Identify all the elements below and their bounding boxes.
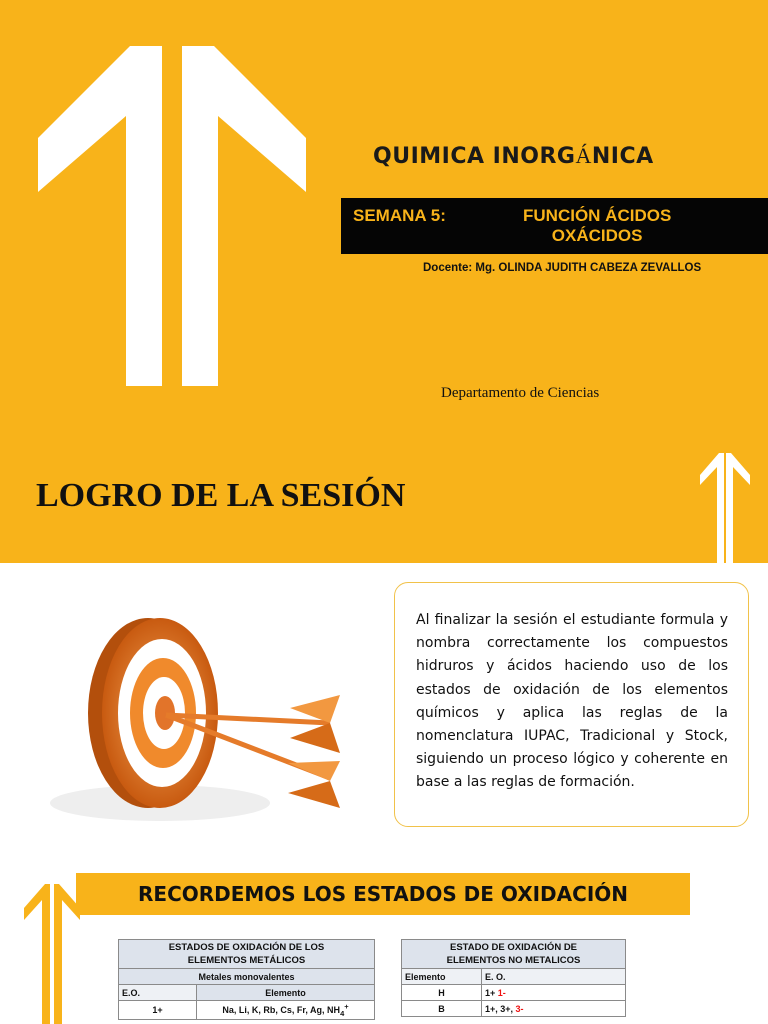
metals-oxidation-table bbox=[118, 939, 375, 1020]
course-title: QUIMICA INORGÁNICA bbox=[373, 143, 654, 169]
department-label: Departamento de Ciencias bbox=[441, 385, 600, 401]
objective-box bbox=[394, 582, 749, 827]
slide-title: LOGRO DE LA SESIÓN bbox=[36, 477, 406, 514]
title-slide bbox=[0, 0, 768, 433]
table-header: ESTADOS DE OXIDACIÓN DE LOS ELEMENTOS METÁLICOS bbox=[119, 940, 375, 969]
table-row: B 1+, 3+, 3- bbox=[402, 1001, 626, 1017]
week-topic: FUNCIÓN ÁCIDOS OXÁCIDOS bbox=[523, 206, 672, 245]
week-banner bbox=[341, 198, 768, 254]
objective-text: Al finalizar la sesión el estudiante formula y nombra correctamente los compuestos hidruros y ácidos haciendo uso de los estados de oxidación de los elementos químicos y aplica las reglas de la nomenclatura IUPAC, Tradicional y Stock, siguiendo un proceso lógico y coherente en base a las reglas de formación. bbox=[416, 612, 728, 791]
target-with-darts-icon bbox=[30, 603, 360, 833]
week-label: SEMANA 5: bbox=[353, 206, 446, 225]
double-arrow-logo-icon bbox=[24, 884, 80, 1024]
table-row: 1+ Na, Li, K, Rb, Cs, Fr, Ag, $NH_4^+$ bbox=[119, 1001, 375, 1020]
section-banner bbox=[76, 873, 690, 915]
table-header: ESTADO DE OXIDACIÓN DE ELEMENTOS NO METALICOS bbox=[402, 940, 626, 969]
objective-slide-header bbox=[0, 433, 768, 563]
oxidation-states-slide bbox=[0, 848, 768, 1024]
column-header-eo: E. O. bbox=[482, 969, 626, 985]
double-arrow-logo-icon bbox=[700, 453, 750, 563]
column-header-element: Elemento bbox=[197, 985, 375, 1001]
nonmetals-oxidation-table bbox=[401, 939, 626, 1017]
column-header-eo: E.O. bbox=[119, 985, 197, 1001]
column-header-element: Elemento bbox=[402, 969, 482, 985]
table-subheader: Metales monovalentes bbox=[119, 969, 375, 985]
slide-title: RECORDEMOS LOS ESTADOS DE OXIDACIÓN bbox=[138, 882, 628, 906]
double-arrow-logo-icon bbox=[38, 46, 306, 386]
teacher-credit: Docente: Mg. OLINDA JUDITH CABEZA ZEVALLOS bbox=[423, 262, 702, 274]
table-row: H 1+ 1- bbox=[402, 985, 626, 1001]
objective-slide-body bbox=[0, 563, 768, 848]
